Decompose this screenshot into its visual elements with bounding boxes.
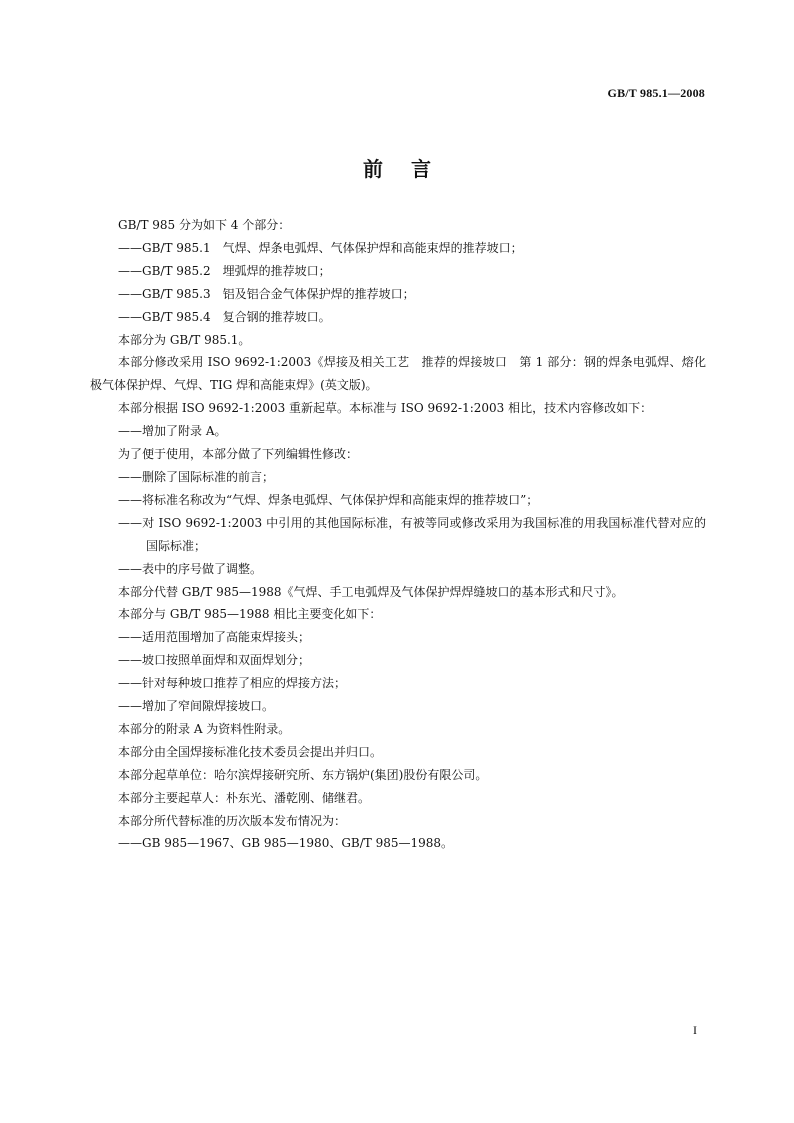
list-item: ——表中的序号做了调整。 <box>118 561 263 576</box>
list-item: ——增加了窄间隙焊接坡口。 <box>118 699 275 714</box>
list-item: ——对 ISO 9692-1:2003 中引用的其他国际标准，有被等同或修改采用为我国标准的用我国标准代替对应的国际标准； <box>118 515 706 553</box>
list-item: ——将标准名称改为“气焊、焊条电弧焊、气体保护焊和高能束焊的推荐坡口”； <box>118 492 539 507</box>
paragraph: 本部分修改采用 ISO 9692-1:2003《焊接及相关工艺 推荐的焊接坡口 第 1 部分：钢的焊条电弧焊、熔化极气体保护焊、气焊、TIG 焊和高能束焊》(英文版)。 <box>90 355 706 393</box>
paragraph: GB/T 985 分为如下 4 个部分： <box>118 218 291 232</box>
list-item: ——针对每种坡口推荐了相应的焊接方法； <box>118 676 347 691</box>
list-item: ——GB/T 985.2 埋弧焊的推荐坡口； <box>118 263 331 278</box>
list-item: ——GB/T 985.3 铝及铝合金气体保护焊的推荐坡口； <box>118 286 415 301</box>
list-item: ——GB/T 985.4 复合钢的推荐坡口。 <box>118 309 331 324</box>
list-item: ——删除了国际标准的前言； <box>118 469 275 484</box>
list-item: ——坡口按照单面焊和双面焊划分； <box>118 653 311 668</box>
paragraph: 为了便于使用，本部分做了下列编辑性修改： <box>118 447 359 462</box>
list-item: ——GB/T 985.1 气焊、焊条电弧焊、气体保护焊和高能束焊的推荐坡口； <box>118 240 523 255</box>
list-item: ——GB 985—1967、GB 985—1980、GB/T 985—1988。 <box>118 836 454 851</box>
paragraph: 本部分代替 GB/T 985—1988《气焊、手工电弧焊及气体保护焊焊缝坡口的基本形式和尺寸》。 <box>118 584 624 599</box>
paragraph: 本部分根据 ISO 9692-1:2003 重新起草。本标准与 ISO 9692-1:2003 相比，技术内容修改如下： <box>118 401 653 416</box>
list-item: ——增加了附录 A。 <box>118 424 227 439</box>
paragraph: 本部分所代替标准的历次版本发布情况为： <box>118 813 347 828</box>
paragraph: 本部分为 GB/T 985.1。 <box>118 332 251 347</box>
page-title: 前言 <box>363 157 459 181</box>
list-item: ——适用范围增加了高能束焊接头； <box>118 630 311 645</box>
paragraph: 本部分起草单位：哈尔滨焊接研究所、东方锅炉(集团)股份有限公司。 <box>118 767 488 782</box>
paragraph: 本部分与 GB/T 985—1988 相比主要变化如下： <box>118 607 382 622</box>
paragraph: 本部分主要起草人：朴东光、潘乾刚、储继君。 <box>118 790 371 805</box>
page-number: I <box>693 1023 697 1037</box>
standard-code: GB/T 985.1—2008 <box>607 86 705 100</box>
foreword-body <box>90 214 706 855</box>
paragraph: 本部分由全国焊接标准化技术委员会提出并归口。 <box>118 744 383 759</box>
paragraph: 本部分的附录 A 为资料性附录。 <box>118 721 291 736</box>
